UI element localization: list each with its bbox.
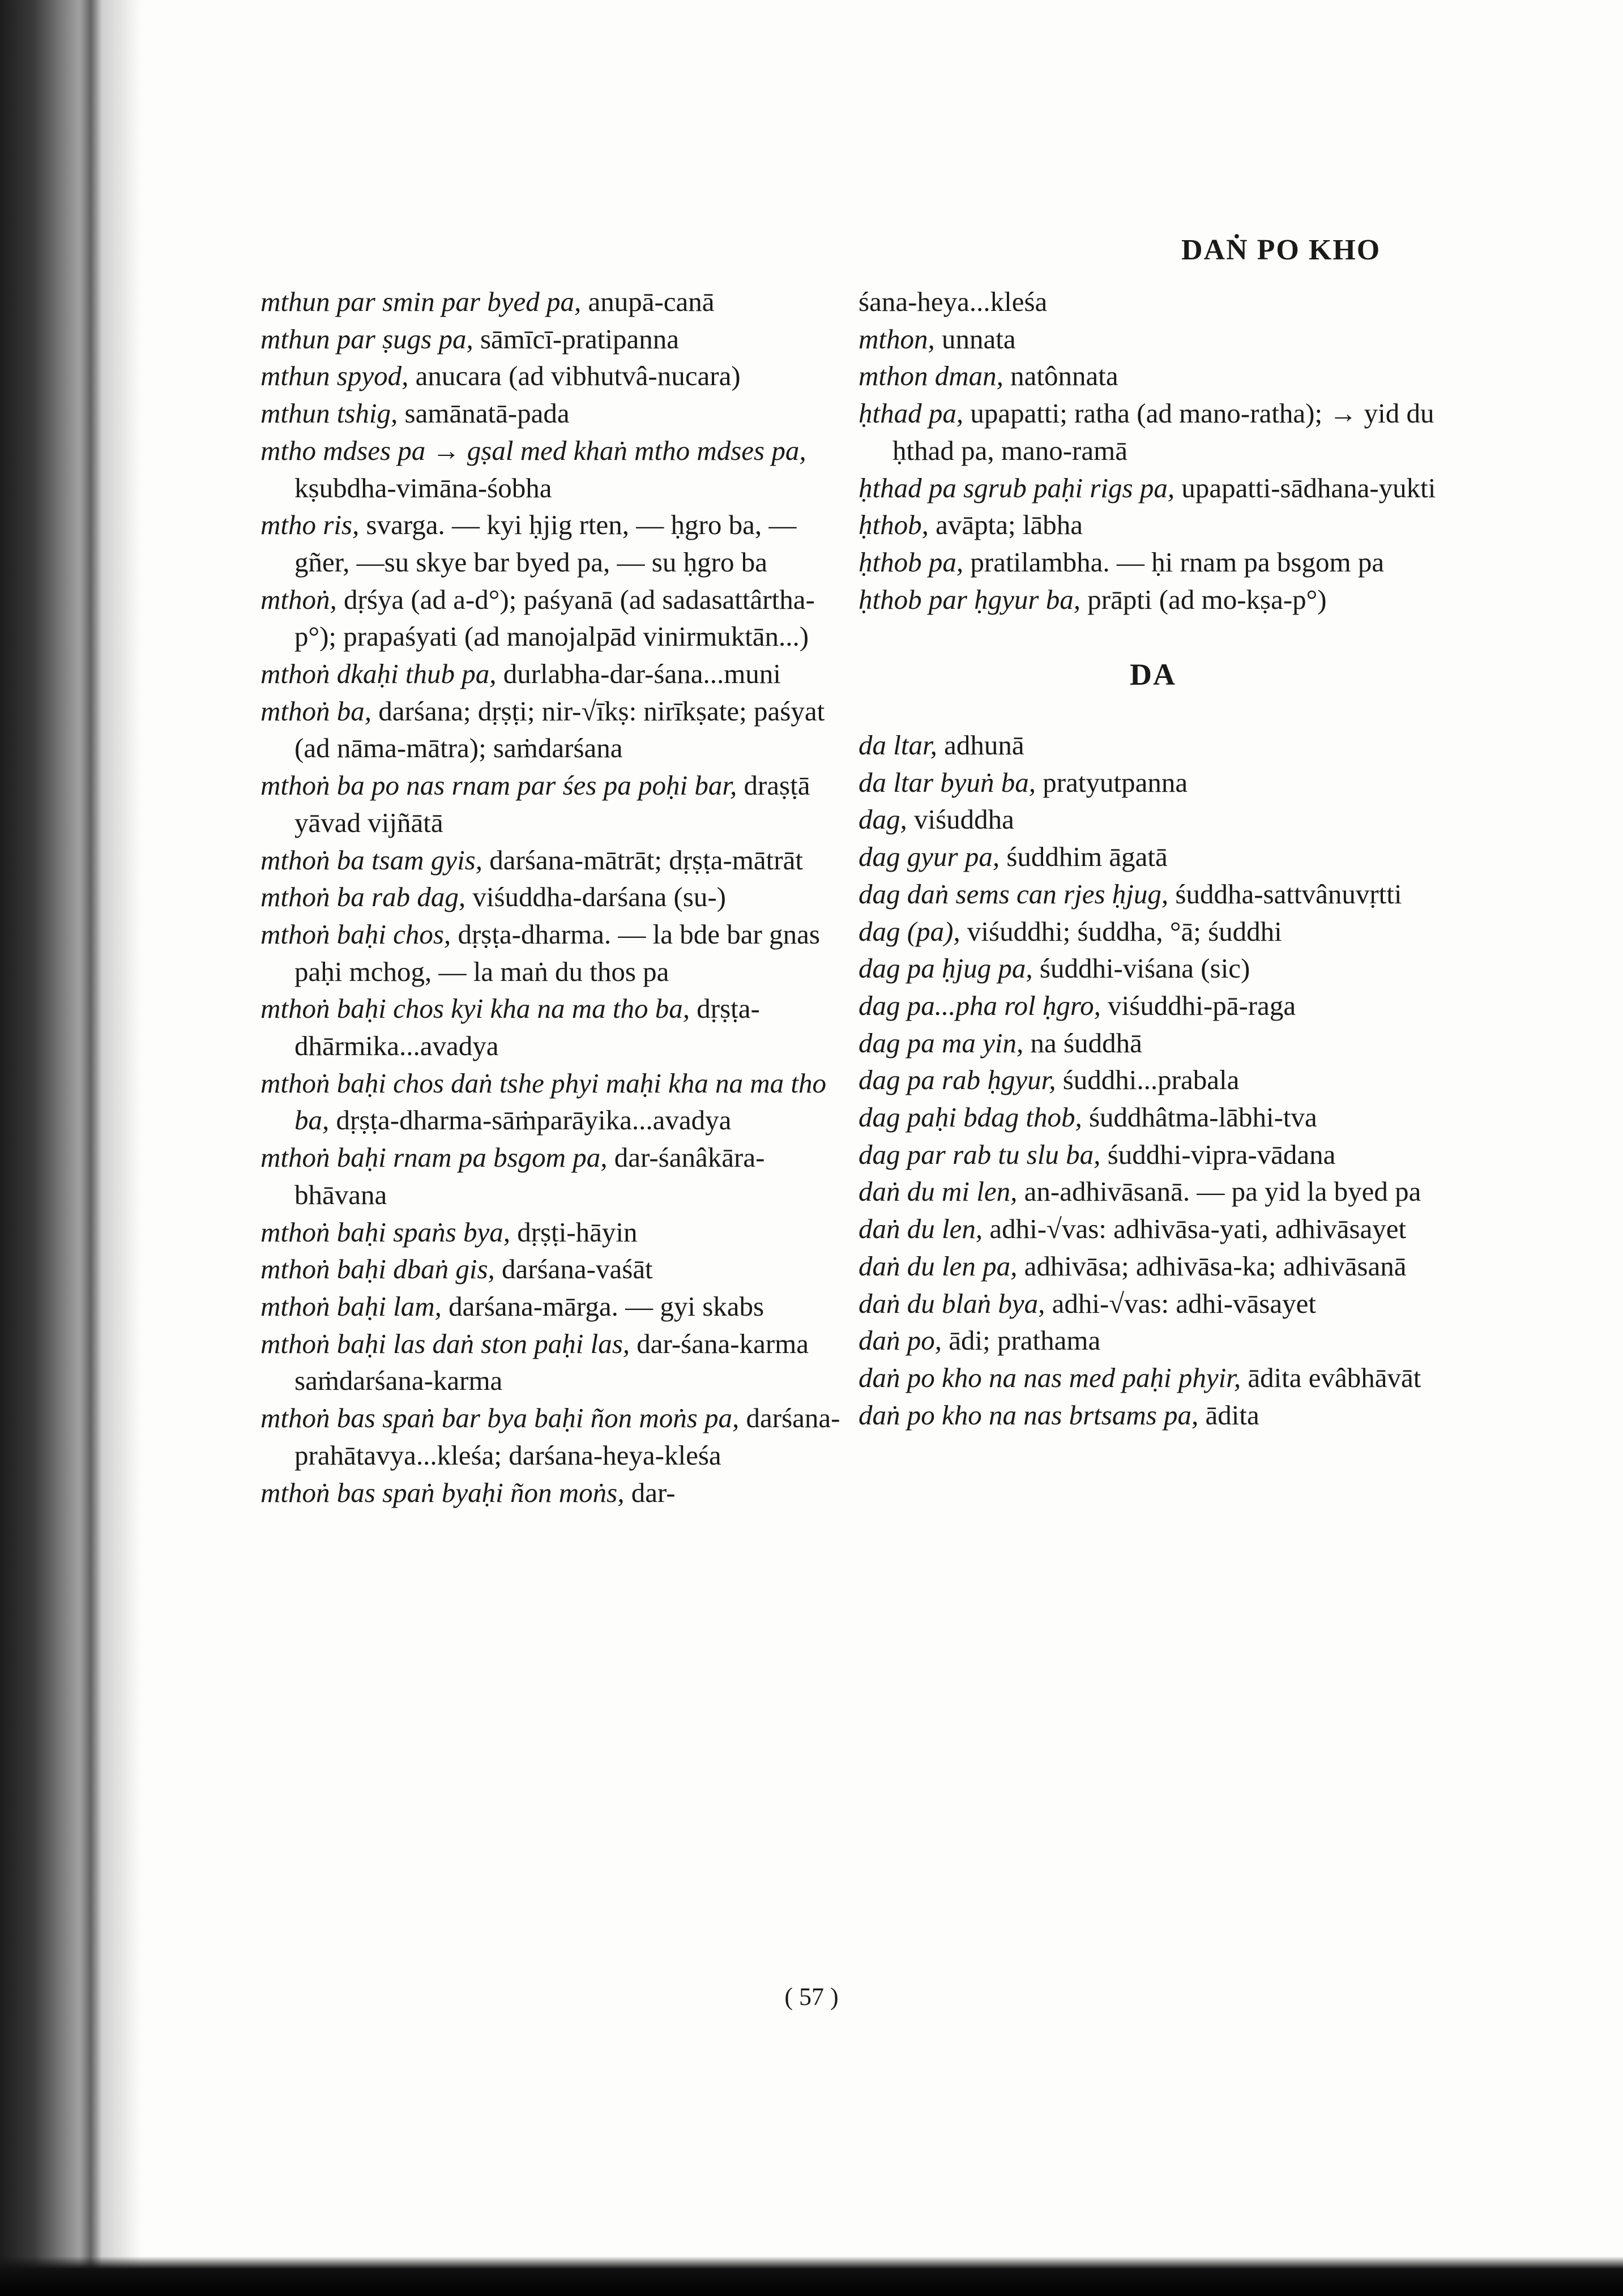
dictionary-entry (859, 1322, 1447, 1359)
tibetan-headword: dag pa rab ḥgyur, (859, 1064, 1056, 1096)
sanskrit-equivalent: unnata (942, 323, 1016, 355)
tibetan-headword: mtho ris, (260, 509, 360, 541)
sanskrit-equivalent: dṛṣṭi-hāyin (517, 1216, 638, 1248)
tibetan-headword: dag gyur pa, (859, 841, 1000, 873)
sanskrit-equivalent: viśuddha-darśana (su-) (472, 881, 726, 913)
tibetan-headword: ḥthob par ḥgyur ba, (859, 583, 1080, 615)
running-head: DAṄ PO KHO (1181, 234, 1381, 266)
sanskrit-equivalent: anucara (ad vibhutvâ-nucara) (415, 360, 741, 392)
sanskrit-equivalent: ādi; prathama (949, 1325, 1101, 1356)
sanskrit-equivalent: adhi-√vas: adhi-vāsayet (1052, 1287, 1316, 1319)
dictionary-entry (859, 838, 1447, 876)
dictionary-entry (859, 581, 1447, 618)
dictionary-entry (260, 655, 849, 693)
dictionary-entry (859, 1099, 1447, 1136)
tibetan-headword: mthun par ṣugs pa, (260, 323, 473, 355)
sanskrit-equivalent: upapatti-sādhana-yukti (1181, 472, 1436, 503)
dictionary-entry (260, 1251, 849, 1288)
sanskrit-equivalent: dar-śana-karma saṁdarśana-karma (294, 1328, 809, 1397)
tibetan-headword: daṅ du blaṅ bya, (859, 1287, 1045, 1319)
right-column-bottom-entries (859, 727, 1447, 1433)
dictionary-entry (859, 801, 1447, 838)
sanskrit-equivalent: avāpta; lābha (936, 509, 1083, 541)
sanskrit-equivalent: sāmīcī-pratipanna (480, 323, 679, 355)
tibetan-headword: mthon, (859, 323, 935, 355)
page-number: ( 57 ) (784, 1983, 839, 2011)
sanskrit-equivalent: draṣṭā yāvad vijñātā (294, 770, 810, 838)
tibetan-headword: daṅ du mi len, (859, 1176, 1018, 1207)
dictionary-entry (260, 1325, 849, 1399)
tibetan-headword: daṅ po, (859, 1325, 942, 1356)
dictionary-entry (260, 357, 849, 395)
tibetan-headword: dag pa ma yin, (859, 1027, 1024, 1059)
sanskrit-equivalent: darśana-mārga. — gyi skabs (449, 1290, 764, 1322)
dictionary-entry (260, 321, 849, 358)
dictionary-entry (260, 916, 849, 990)
sanskrit-equivalent: dṛṣṭa-dharma. — la bde bar gnas paḥi mchog, — la maṅ du thos pa (294, 918, 820, 987)
sanskrit-equivalent: śana-heya...kleśa (859, 286, 1048, 317)
dictionary-entry (260, 506, 849, 581)
tibetan-headword: mthoṅ, (260, 583, 337, 615)
scan-binding-shadow (79, 0, 102, 2296)
tibetan-headword: mthoṅ baḥi lam, (260, 1290, 442, 1322)
dictionary-entry (260, 767, 849, 841)
tibetan-headword: ḥthad pa, (859, 398, 964, 429)
sanskrit-equivalent: dar-śanâkāra-bhāvana (294, 1142, 765, 1210)
tibetan-headword: mthoṅ baḥi rnam pa bsgom pa, (260, 1142, 608, 1173)
right-column-top-entries (859, 283, 1447, 618)
dictionary-entry (859, 1210, 1447, 1248)
sanskrit-equivalent: śuddhi-vipra-vādana (1107, 1138, 1336, 1170)
tibetan-headword: dag daṅ sems can rjes ḥjug, (859, 878, 1169, 910)
sanskrit-equivalent: darśana; dṛṣṭi; nir-√īkṣ: nirīkṣate; paśyat (ad nāma-mātra); saṁdarśana (294, 695, 825, 764)
dictionary-entry (260, 1214, 849, 1251)
tibetan-headword: mthoṅ ba po nas rnam par śes pa poḥi bar, (260, 770, 737, 801)
dictionary-entry (859, 1248, 1447, 1285)
sanskrit-equivalent: adhi-√vas: adhivāsa-yati, adhivāsayet (989, 1213, 1407, 1245)
sanskrit-equivalent: ādita (1205, 1399, 1259, 1431)
sanskrit-equivalent: natônnata (1010, 360, 1118, 392)
sanskrit-equivalent: dar- (631, 1476, 676, 1508)
left-column (260, 283, 849, 1511)
tibetan-headword: mthoṅ bas spaṅ byaḥi ñon moṅs, (260, 1476, 625, 1508)
tibetan-headword: dag (pa), (859, 915, 960, 947)
sanskrit-equivalent: śuddhim āgatā (1006, 841, 1168, 873)
dictionary-entry (859, 1061, 1447, 1099)
tibetan-headword: ḥthob pa, (859, 546, 964, 578)
sanskrit-equivalent: prāpti (ad mo-kṣa-p°) (1087, 583, 1327, 615)
dictionary-entry (859, 1025, 1447, 1062)
dictionary-entry (859, 470, 1447, 507)
tibetan-headword: dag pa ḥjug pa, (859, 953, 1033, 984)
tibetan-headword: ḥthad pa sgrub paḥi rigs pa, (859, 472, 1175, 503)
scan-shadow-bottom (0, 2256, 1623, 2296)
tibetan-headword: mtho mdses pa → gṣal med khaṅ mtho mdses pa, (260, 434, 806, 466)
dictionary-entry (260, 1474, 849, 1512)
tibetan-headword: mthun tshig, (260, 398, 398, 429)
dictionary-entry (859, 1359, 1447, 1397)
tibetan-headword: mthun spyod, (260, 360, 409, 392)
sanskrit-equivalent: viśuddhi-pā-raga (1108, 989, 1296, 1021)
tibetan-headword: mthoṅ baḥi chos kyi kha na ma tho ba, (260, 993, 690, 1025)
tibetan-headword: mthoṅ baḥi spaṅs bya, (260, 1216, 510, 1248)
tibetan-headword: da ltar, (859, 729, 937, 761)
tibetan-headword: dag pa...pha rol ḥgro, (859, 989, 1101, 1021)
tibetan-headword: daṅ du len, (859, 1213, 983, 1245)
tibetan-headword: daṅ po kho na nas med paḥi phyir, (859, 1362, 1241, 1393)
dictionary-entry (859, 544, 1447, 581)
dictionary-entry (859, 357, 1447, 395)
dictionary-entry (859, 876, 1447, 913)
sanskrit-equivalent: śuddha-sattvânuvṛtti (1175, 878, 1402, 910)
sanskrit-equivalent: na śuddhā (1030, 1027, 1142, 1059)
dictionary-entry (260, 1399, 849, 1474)
sanskrit-equivalent: darśana-mātrāt; dṛṣṭa-mātrāt (489, 844, 803, 876)
tibetan-headword: daṅ du len pa, (859, 1250, 1018, 1282)
dictionary-entry (859, 950, 1447, 987)
sanskrit-equivalent: viśuddhi; śuddha, °ā; śuddhi (967, 915, 1282, 947)
scan-shadow-left (0, 0, 142, 2296)
sanskrit-equivalent: ādita evâbhāvāt (1248, 1362, 1421, 1393)
sanskrit-equivalent: śuddhi...prabala (1062, 1064, 1240, 1096)
dictionary-entry (260, 693, 849, 767)
sanskrit-equivalent: śuddhi-viśana (sic) (1039, 953, 1250, 984)
dictionary-entry (859, 1173, 1447, 1210)
tibetan-headword: dag par rab tu slu ba, (859, 1138, 1101, 1170)
tibetan-headword: mthoṅ dkaḥi thub pa, (260, 658, 497, 690)
dictionary-entry (859, 764, 1447, 801)
sanskrit-equivalent: anupā-canā (588, 286, 715, 317)
sanskrit-equivalent: dṛśya (ad a-d°); paśyanā (ad sadasattârtha-p°); prapaśyati (ad manojalpād vinirmuktān...) (294, 583, 815, 652)
tibetan-headword: mthoṅ baḥi las daṅ ston paḥi las, (260, 1328, 630, 1359)
sanskrit-equivalent: an-adhivāsanā. — pa yid la byed pa (1024, 1176, 1421, 1207)
dictionary-entry (260, 878, 849, 916)
dictionary-entry (859, 1285, 1447, 1322)
sanskrit-equivalent: dṛṣṭa-dhārmika...avadya (294, 993, 760, 1062)
sanskrit-equivalent: samānatā-pada (404, 398, 570, 429)
sanskrit-equivalent: pratilambha. — ḥi rnam pa bsgom pa (970, 546, 1385, 578)
tibetan-headword: da ltar byuṅ ba, (859, 766, 1036, 798)
dictionary-entry (859, 506, 1447, 544)
dictionary-entry (260, 395, 849, 432)
tibetan-headword: dag, (859, 804, 907, 835)
sanskrit-equivalent: darśana-vaśāt (502, 1253, 653, 1285)
sanskrit-equivalent: darśana-prahātavya...kleśa; darśana-heya-kleśa (294, 1402, 840, 1471)
tibetan-headword: mthoṅ ba, (260, 695, 371, 727)
dictionary-entry (859, 283, 1447, 321)
tibetan-headword: daṅ po kho na nas brtsams pa, (859, 1399, 1199, 1431)
dictionary-entry (260, 1065, 849, 1139)
dictionary-entry (859, 727, 1447, 764)
right-column (859, 283, 1447, 1433)
tibetan-headword: mthoṅ baḥi dbaṅ gis, (260, 1253, 495, 1285)
tibetan-headword: mthoṅ baḥi chos, (260, 918, 451, 950)
dictionary-entry (260, 581, 849, 655)
dictionary-entry (859, 321, 1447, 358)
section-heading: DA (1130, 658, 1176, 692)
sanskrit-equivalent: upapatti; ratha (ad mano-ratha); → yid du ḥthad pa, mano-ramā (892, 398, 1434, 466)
tibetan-headword: mthon dman, (859, 360, 1003, 392)
tibetan-headword: ḥthob, (859, 509, 929, 541)
dictionary-entry (260, 842, 849, 879)
sanskrit-equivalent: adhivāsa; adhivāsa-ka; adhivāsanā (1024, 1250, 1407, 1282)
dictionary-entry (260, 432, 849, 506)
dictionary-entry (859, 1397, 1447, 1434)
dictionary-entry (859, 395, 1447, 469)
dictionary-entry (260, 283, 849, 321)
sanskrit-equivalent: dṛṣṭa-dharma-sāṁparāyika...avadya (336, 1104, 732, 1136)
sanskrit-equivalent: adhunā (944, 729, 1024, 761)
tibetan-headword: mthoṅ ba tsam gyis, (260, 844, 482, 876)
tibetan-headword: mthoṅ bas spaṅ bar bya baḥi ñon moṅs pa, (260, 1402, 740, 1434)
dictionary-entry (859, 1136, 1447, 1173)
sanskrit-equivalent: durlabha-dar-śana...muni (503, 658, 781, 690)
tibetan-headword: mthun par smin par byed pa, (260, 286, 582, 317)
tibetan-headword: dag paḥi bdag thob, (859, 1102, 1082, 1133)
dictionary-entry (260, 1288, 849, 1325)
tibetan-headword: mthoṅ ba rab dag, (260, 881, 466, 913)
dictionary-entry (859, 987, 1447, 1025)
sanskrit-equivalent: pratyutpanna (1043, 766, 1188, 798)
tibetan-headword: mthoṅ baḥi chos daṅ tshe phyi maḥi kha na ma tho ba, (260, 1067, 826, 1136)
sanskrit-equivalent: svarga. — kyi ḥjig rten, — ḥgro ba, — gñer, —su skye bar byed pa, — su ḥgro ba (294, 509, 797, 578)
sanskrit-equivalent: viśuddha (914, 804, 1014, 835)
dictionary-entry (859, 913, 1447, 950)
dictionary-entry (260, 1139, 849, 1213)
sanskrit-equivalent: śuddhâtma-lābhi-tva (1088, 1102, 1317, 1133)
dictionary-entry (260, 990, 849, 1064)
sanskrit-equivalent: kṣubdha-vimāna-śobha (294, 472, 552, 503)
